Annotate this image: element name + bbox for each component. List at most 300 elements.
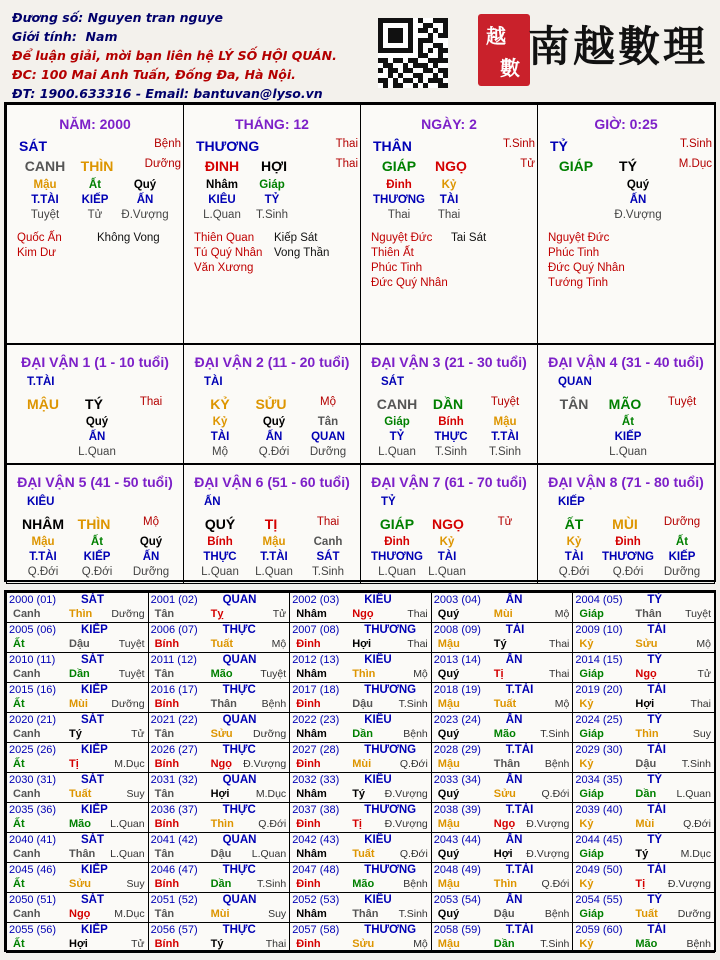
year-branch: Mùi bbox=[493, 608, 513, 620]
year-ten-god: TỶ bbox=[647, 894, 663, 906]
annual-luck-grid bbox=[4, 590, 716, 952]
pillar-stage-top: Bệnh bbox=[154, 138, 181, 150]
year-label: 2042 (43) bbox=[292, 834, 340, 846]
year-label: 2025 (26) bbox=[9, 744, 57, 756]
hidden-ten-god: KIẾP bbox=[81, 194, 109, 206]
year-branch: Thân bbox=[210, 698, 237, 710]
dai-van-ten-god: KIẾP bbox=[558, 496, 585, 508]
year-ten-god: T.TÀI bbox=[505, 804, 534, 816]
year-stem: Nhâm bbox=[296, 668, 327, 680]
year-branch: Tuất bbox=[352, 848, 375, 860]
year-stage: Thai bbox=[548, 638, 570, 650]
year-label: 2020 (21) bbox=[9, 714, 57, 726]
year-branch: Mùi bbox=[635, 818, 655, 830]
year-ten-god: KIẾP bbox=[81, 924, 108, 936]
year-label: 2050 (51) bbox=[9, 894, 57, 906]
dai-van-stem: CANH bbox=[376, 396, 418, 412]
year-stage: T.Sinh bbox=[257, 878, 287, 890]
qr-code-icon bbox=[378, 18, 448, 88]
year-stem: Quý bbox=[437, 728, 460, 740]
year-label: 2008 (09) bbox=[433, 624, 481, 636]
year-branch: Mão bbox=[635, 938, 658, 950]
year-branch: Tý bbox=[493, 638, 507, 650]
year-branch: Hợi bbox=[69, 938, 88, 950]
year-ten-god: ẤN bbox=[505, 834, 523, 846]
year-branch: Thân bbox=[493, 758, 521, 770]
dv-hidden-ten-god: QUAN bbox=[311, 431, 345, 443]
year-stem: Nhâm bbox=[296, 848, 327, 860]
dv-hidden-stage: T.Sinh bbox=[435, 446, 467, 458]
dai-van-ten-god: T.TÀI bbox=[27, 376, 55, 388]
hidden-ten-god: ẤN bbox=[136, 194, 154, 206]
dai-van-branch: NGỌ bbox=[432, 516, 464, 532]
year-cell bbox=[289, 832, 432, 863]
star-left: Đức Quý Nhân bbox=[548, 262, 625, 274]
year-stage: M.Dục bbox=[114, 908, 145, 920]
year-branch: Mão bbox=[493, 728, 516, 740]
year-ten-god: KIẾP bbox=[81, 864, 108, 876]
year-stem: Nhâm bbox=[296, 728, 327, 740]
year-ten-god: QUAN bbox=[222, 714, 257, 726]
year-cell bbox=[431, 802, 574, 833]
year-cell bbox=[431, 592, 574, 623]
year-stage: Đ.Vượng bbox=[526, 818, 570, 830]
year-branch: Hợi bbox=[352, 638, 372, 650]
dai-van-stem: NHÂM bbox=[22, 516, 64, 532]
year-stage: Dưỡng bbox=[111, 698, 145, 710]
year-branch: Tuất bbox=[210, 638, 233, 650]
year-label: 2057 (58) bbox=[292, 924, 340, 936]
dai-van-ten-god: QUAN bbox=[558, 376, 592, 388]
star-left: Nguyệt Đức bbox=[548, 232, 610, 244]
hidden-ten-god: TÀI bbox=[439, 194, 459, 206]
name-label: Đương số: bbox=[12, 10, 84, 25]
dai-van-stage: Dưỡng bbox=[663, 516, 701, 528]
pillar-ten-god: THƯƠNG bbox=[196, 138, 260, 154]
dv-hidden-stage: Dưỡng bbox=[309, 446, 347, 458]
year-label: 2037 (38) bbox=[292, 804, 340, 816]
year-stem: Đinh bbox=[296, 698, 321, 710]
year-label: 2041 (42) bbox=[150, 834, 198, 846]
year-branch: Tý bbox=[69, 728, 82, 740]
year-stem: Mậu bbox=[437, 698, 460, 710]
dai-van-stage: Thai bbox=[316, 516, 340, 528]
year-ten-god: TÀI bbox=[647, 804, 666, 816]
year-cell bbox=[289, 892, 432, 923]
year-ten-god: TÀI bbox=[505, 624, 525, 636]
earthly-branch: TÝ bbox=[619, 158, 637, 174]
year-stage: Suy bbox=[692, 728, 711, 740]
dv-hidden-stage: Q.Đới bbox=[81, 566, 113, 578]
dv-hidden-ten-god: THỰC bbox=[434, 431, 468, 443]
address-line: ĐC: 100 Mai Anh Tuấn, Đống Đa, Hà Nội. bbox=[12, 67, 296, 82]
year-branch: Ngọ bbox=[352, 608, 374, 620]
year-stem: Mậu bbox=[437, 938, 460, 950]
dai-van-title: ĐẠI VẬN 5 (41 - 50 tuổi) bbox=[17, 474, 173, 490]
year-label: 2055 (56) bbox=[9, 924, 57, 936]
pillar-2 bbox=[183, 104, 361, 344]
dai-van-branch: TÝ bbox=[85, 396, 103, 412]
dai-van-7 bbox=[360, 464, 538, 584]
star-left: Đức Quý Nhân bbox=[371, 277, 448, 289]
year-stage: Tuyệt bbox=[118, 668, 145, 680]
star-left: Tú Quý Nhân bbox=[194, 247, 263, 259]
dai-van-ten-god: TỶ bbox=[381, 496, 396, 508]
year-stem: Tân bbox=[154, 908, 175, 920]
year-cell bbox=[6, 682, 149, 713]
year-stage: Bệnh bbox=[403, 728, 428, 740]
year-ten-god: KIÊU bbox=[364, 834, 392, 846]
year-label: 2036 (37) bbox=[150, 804, 198, 816]
pillar-stage: Dưỡng bbox=[144, 158, 181, 170]
dai-van-title: ĐẠI VẬN 1 (1 - 10 tuổi) bbox=[21, 354, 169, 370]
dv-hidden-ten-god: ẤN bbox=[265, 431, 283, 443]
year-cell bbox=[6, 892, 149, 923]
year-ten-god: ẤN bbox=[505, 594, 523, 606]
year-branch: Mùi bbox=[69, 698, 88, 710]
year-stem: Đinh bbox=[296, 878, 321, 890]
year-stem: Giáp bbox=[579, 668, 604, 680]
year-stem: Mậu bbox=[437, 818, 460, 830]
year-stem: Ất bbox=[13, 818, 25, 830]
year-label: 2058 (59) bbox=[433, 924, 481, 936]
dv-hidden-ten-god: TÀI bbox=[564, 551, 584, 563]
dv-hidden-stem: Kỷ bbox=[439, 536, 455, 548]
year-label: 2032 (33) bbox=[292, 774, 340, 786]
year-cell bbox=[6, 712, 149, 743]
year-label: 2004 (05) bbox=[575, 594, 623, 606]
year-cell bbox=[431, 712, 574, 743]
year-stem: Ất bbox=[13, 938, 25, 950]
year-cell bbox=[289, 922, 432, 953]
hidden-ten-god: THƯƠNG bbox=[373, 194, 425, 206]
year-stage: Mộ bbox=[413, 668, 428, 680]
year-ten-god: TÀI bbox=[647, 744, 666, 756]
dv-hidden-stage: L.Quan bbox=[428, 566, 466, 578]
year-branch: Tị bbox=[493, 668, 504, 680]
year-stage: Q.Đới bbox=[541, 878, 570, 890]
year-label: 2002 (03) bbox=[292, 594, 340, 606]
year-cell bbox=[289, 652, 432, 683]
year-label: 2054 (55) bbox=[575, 894, 623, 906]
year-branch: Dần bbox=[635, 788, 657, 800]
year-stem: Tân bbox=[154, 788, 175, 800]
year-branch: Thân bbox=[635, 608, 662, 620]
year-cell bbox=[6, 922, 149, 953]
year-ten-god: TỶ bbox=[647, 714, 663, 726]
heavenly-stem: GIÁP bbox=[558, 158, 594, 174]
year-stage: T.Sinh bbox=[398, 908, 428, 920]
year-branch: Dậu bbox=[69, 638, 90, 650]
year-branch: Dần bbox=[352, 728, 373, 740]
year-stage: Thai bbox=[407, 638, 428, 650]
year-branch: Tuất bbox=[69, 788, 92, 800]
year-label: 2033 (34) bbox=[433, 774, 481, 786]
year-cell bbox=[6, 862, 149, 893]
year-stem: Canh bbox=[13, 668, 41, 680]
star-left: Phúc Tinh bbox=[371, 262, 423, 274]
brand-title: 南越數理 bbox=[528, 22, 709, 71]
year-branch: Ngọ bbox=[635, 668, 657, 680]
year-stem: Tân bbox=[154, 668, 175, 680]
earthly-branch: HỢI bbox=[261, 158, 287, 174]
year-ten-god: THỰC bbox=[222, 744, 256, 756]
pillars-chart bbox=[4, 102, 716, 582]
dai-van-stem: TÂN bbox=[559, 396, 589, 412]
dv-hidden-stem: Mậu bbox=[31, 536, 55, 548]
year-label: 2030 (31) bbox=[9, 774, 57, 786]
year-branch: Thìn bbox=[635, 728, 659, 740]
year-label: 2056 (57) bbox=[150, 924, 198, 936]
year-cell bbox=[431, 832, 574, 863]
year-branch: Dậu bbox=[493, 908, 515, 920]
year-label: 2003 (04) bbox=[433, 594, 481, 606]
year-stem: Quý bbox=[437, 668, 460, 680]
dv-hidden-ten-god: TÀI bbox=[437, 551, 457, 563]
year-cell bbox=[6, 772, 149, 803]
year-label: 2044 (45) bbox=[575, 834, 623, 846]
year-branch: Thân bbox=[69, 848, 96, 860]
dv-hidden-stem: Ất bbox=[90, 536, 104, 548]
pillar-stage: Thai bbox=[335, 158, 358, 170]
year-branch: Tý bbox=[210, 938, 224, 950]
pillar-stage-top: Thai bbox=[335, 138, 358, 150]
year-stage: Tử bbox=[272, 608, 287, 620]
year-ten-god: KIẾP bbox=[81, 804, 108, 816]
year-cell bbox=[6, 592, 149, 623]
dv-hidden-ten-god: TÀI bbox=[210, 431, 230, 443]
hidden-stem: Nhâm bbox=[206, 179, 238, 191]
year-branch: Dậu bbox=[635, 758, 657, 770]
year-stage: Suy bbox=[126, 788, 145, 800]
year-branch: Thìn bbox=[210, 818, 234, 830]
pillar-stage-top: T.Sinh bbox=[503, 138, 535, 150]
year-stage: T.Sinh bbox=[540, 728, 570, 740]
year-stage: Q.Đới bbox=[399, 848, 428, 860]
year-branch: Mùi bbox=[210, 908, 230, 920]
year-label: 2013 (14) bbox=[433, 654, 481, 666]
dai-van-stage: Tuyệt bbox=[490, 396, 520, 408]
year-cell bbox=[148, 622, 291, 653]
pillar-ten-god: TỶ bbox=[550, 138, 568, 154]
year-label: 2016 (17) bbox=[150, 684, 198, 696]
year-ten-god: THỰC bbox=[222, 804, 256, 816]
year-stage: Q.Đới bbox=[399, 758, 428, 770]
year-ten-god: KIÊU bbox=[364, 654, 392, 666]
star-left: Quốc Ấn bbox=[17, 232, 62, 244]
year-branch: Tý bbox=[635, 848, 649, 860]
year-stage: Tử bbox=[697, 668, 711, 680]
year-cell bbox=[289, 802, 432, 833]
hidden-ten-god: ẤN bbox=[629, 194, 647, 206]
year-label: 2052 (53) bbox=[292, 894, 340, 906]
dai-van-stem: MẬU bbox=[27, 396, 59, 412]
dv-hidden-stage: Mộ bbox=[212, 446, 228, 458]
year-stem: Kỷ bbox=[579, 938, 594, 950]
brand-logo bbox=[478, 10, 710, 90]
year-cell bbox=[572, 862, 715, 893]
year-stage: L.Quan bbox=[110, 818, 145, 830]
hidden-stage: Thai bbox=[387, 209, 411, 221]
year-ten-god: THỰC bbox=[222, 624, 256, 636]
year-stage: Tuyệt bbox=[685, 608, 711, 620]
dv-hidden-stem: Bính bbox=[438, 416, 464, 428]
year-cell bbox=[148, 682, 291, 713]
year-cell bbox=[289, 592, 432, 623]
year-stage: L.Quan bbox=[251, 848, 287, 860]
year-stem: Ất bbox=[13, 698, 25, 710]
year-stage: Mộ bbox=[554, 698, 570, 710]
dai-van-1 bbox=[6, 344, 184, 464]
contact-line: Để luận giải, mời bạn liên hệ LÝ SỐ HỘI QUÁN. bbox=[12, 48, 337, 63]
year-branch: Sửu bbox=[69, 878, 92, 890]
year-stage: Đ.Vượng bbox=[243, 758, 287, 770]
star-left: Nguyệt Đức bbox=[371, 232, 433, 244]
year-label: 2051 (52) bbox=[150, 894, 198, 906]
year-cell bbox=[148, 892, 291, 923]
dv-hidden-stage: Q.Đới bbox=[258, 446, 290, 458]
dv-hidden-stem: Ất bbox=[675, 536, 689, 548]
year-stage: M.Dục bbox=[255, 788, 287, 800]
year-ten-god: ẤN bbox=[505, 714, 523, 726]
year-stage: Đ.Vượng bbox=[384, 788, 428, 800]
hidden-stem: Quý bbox=[133, 179, 157, 191]
year-stage: Mộ bbox=[413, 938, 428, 950]
year-branch: Sửu bbox=[635, 638, 658, 650]
dai-van-ten-god: SÁT bbox=[381, 376, 404, 388]
year-branch: Tý bbox=[352, 788, 366, 800]
year-cell bbox=[572, 802, 715, 833]
year-branch: Dần bbox=[69, 668, 90, 680]
year-label: 2046 (47) bbox=[150, 864, 198, 876]
pillar-ten-god: SÁT bbox=[19, 138, 47, 154]
year-stem: Tân bbox=[154, 728, 175, 740]
year-stem: Mậu bbox=[437, 758, 460, 770]
dai-van-ten-god: TÀI bbox=[204, 376, 223, 388]
year-stem: Kỷ bbox=[579, 698, 594, 710]
hidden-ten-god: T.TÀI bbox=[31, 194, 59, 206]
year-ten-god: T.TÀI bbox=[505, 864, 534, 876]
dai-van-6 bbox=[183, 464, 361, 584]
dv-hidden-stem: Quý bbox=[262, 416, 286, 428]
year-cell bbox=[431, 922, 574, 953]
year-branch: Mão bbox=[69, 818, 91, 830]
year-label: 2000 (01) bbox=[9, 594, 57, 606]
year-branch: Thìn bbox=[69, 608, 93, 620]
dai-van-3 bbox=[360, 344, 538, 464]
dv-hidden-stem: Kỷ bbox=[212, 416, 228, 428]
star-left: Văn Xương bbox=[194, 262, 254, 274]
dv-hidden-stage: T.Sinh bbox=[489, 446, 521, 458]
dv-hidden-stem: Quý bbox=[139, 536, 163, 548]
dv-hidden-stage: Q.Đới bbox=[27, 566, 59, 578]
year-stage: Dưỡng bbox=[111, 608, 145, 620]
dv-hidden-stem: Đinh bbox=[615, 536, 641, 548]
year-stem: Đinh bbox=[296, 818, 321, 830]
year-cell bbox=[572, 592, 715, 623]
year-cell bbox=[431, 622, 574, 653]
dai-van-stem: KỶ bbox=[210, 396, 230, 412]
year-cell bbox=[289, 682, 432, 713]
year-cell bbox=[6, 742, 149, 773]
year-stage: Bệnh bbox=[544, 908, 570, 920]
year-stage: T.Sinh bbox=[540, 938, 570, 950]
dv-hidden-stage: L.Quan bbox=[255, 566, 293, 578]
year-branch: Tị bbox=[69, 758, 79, 770]
year-ten-god: ẤN bbox=[505, 774, 523, 786]
year-cell bbox=[6, 622, 149, 653]
year-ten-god: SÁT bbox=[81, 594, 104, 606]
dv-hidden-ten-god: T.TÀI bbox=[29, 551, 57, 563]
year-label: 2019 (20) bbox=[575, 684, 623, 696]
year-label: 2047 (48) bbox=[292, 864, 340, 876]
hidden-stage: Đ.Vượng bbox=[121, 209, 169, 221]
heavenly-stem: GIÁP bbox=[381, 158, 417, 174]
year-ten-god: TỶ bbox=[647, 834, 663, 846]
year-ten-god: TỶ bbox=[647, 594, 663, 606]
pillar-title: NGÀY: 2 bbox=[421, 116, 477, 132]
dai-van-title: ĐẠI VẬN 8 (71 - 80 tuổi) bbox=[548, 474, 704, 490]
year-label: 2010 (11) bbox=[9, 654, 56, 666]
dai-van-title: ĐẠI VẬN 6 (51 - 60 tuổi) bbox=[194, 474, 350, 490]
dv-hidden-stem: Đinh bbox=[384, 536, 410, 548]
year-ten-god: SÁT bbox=[81, 654, 104, 666]
year-branch: Mùi bbox=[352, 758, 372, 770]
year-branch: Hợi bbox=[210, 788, 230, 800]
year-cell bbox=[572, 772, 715, 803]
year-ten-god: KIẾP bbox=[81, 684, 108, 696]
star-left: Phúc Tinh bbox=[548, 247, 600, 259]
year-branch: Mão bbox=[210, 668, 233, 680]
pillar-4 bbox=[537, 104, 715, 344]
year-branch: Thân bbox=[352, 908, 379, 920]
star-left: Tướng Tinh bbox=[548, 277, 608, 289]
year-cell bbox=[431, 892, 574, 923]
year-stem: Mậu bbox=[437, 638, 460, 650]
year-cell bbox=[572, 742, 715, 773]
hidden-stage: L.Quan bbox=[203, 209, 241, 221]
year-stage: T.Sinh bbox=[398, 698, 428, 710]
year-stage: Mộ bbox=[696, 638, 711, 650]
year-branch: Tuất bbox=[635, 908, 658, 920]
dai-van-title: ĐẠI VẬN 3 (21 - 30 tuổi) bbox=[371, 354, 527, 370]
year-stem: Ất bbox=[13, 878, 25, 890]
phone-email-line: ĐT: 1900.633316 - Email: bantuvan@lyso.vn bbox=[12, 86, 323, 101]
year-stem: Ất bbox=[13, 758, 25, 770]
year-branch: Hợi bbox=[493, 848, 513, 860]
dai-van-stage: Mộ bbox=[143, 516, 159, 528]
year-ten-god: QUAN bbox=[222, 774, 257, 786]
year-stem: Nhâm bbox=[296, 908, 327, 920]
year-stem: Giáp bbox=[579, 728, 604, 740]
year-branch: Dần bbox=[210, 878, 232, 890]
year-ten-god: KIẾP bbox=[81, 624, 108, 636]
year-stage: Đ.Vượng bbox=[384, 818, 428, 830]
year-stem: Canh bbox=[13, 848, 41, 860]
year-cell bbox=[431, 862, 574, 893]
dv-hidden-ten-god: KIẾP bbox=[83, 551, 111, 563]
year-cell bbox=[148, 772, 291, 803]
hidden-stem: Giáp bbox=[259, 179, 285, 191]
year-label: 2005 (06) bbox=[9, 624, 57, 636]
year-stage: Tuyệt bbox=[260, 668, 287, 680]
year-branch: Tuất bbox=[493, 698, 517, 710]
year-label: 2024 (25) bbox=[575, 714, 623, 726]
dv-hidden-stage: T.Sinh bbox=[312, 566, 344, 578]
year-ten-god: THƯƠNG bbox=[364, 924, 417, 936]
pillar-3 bbox=[360, 104, 538, 344]
year-ten-god: TÀI bbox=[647, 684, 666, 696]
